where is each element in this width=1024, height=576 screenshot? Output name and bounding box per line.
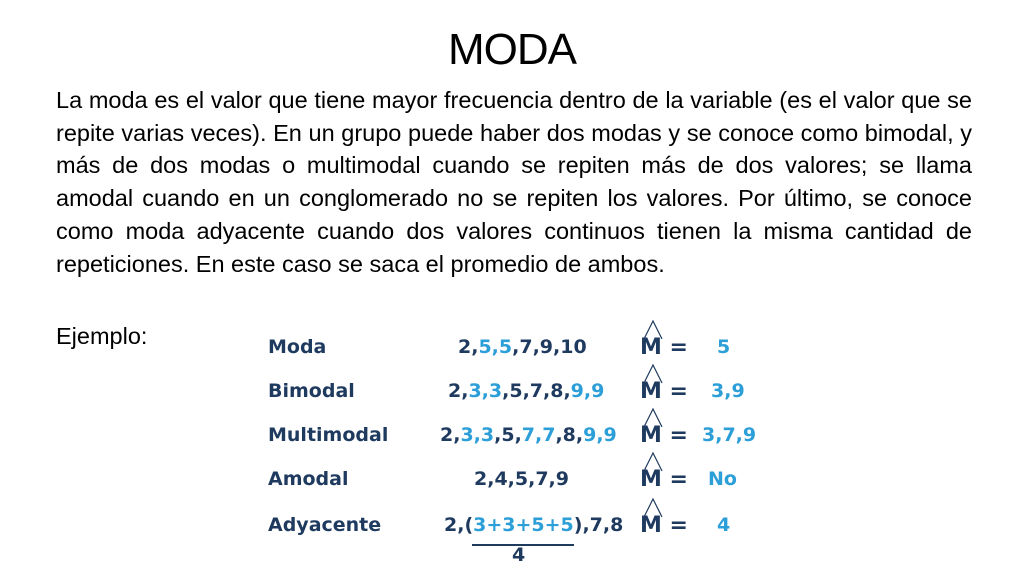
value-part: ,7,9,10 — [512, 336, 587, 358]
value-part-highlight: 3,3 — [468, 380, 503, 402]
value-part: 2, — [440, 424, 461, 446]
row-result: 4 — [717, 514, 731, 536]
value-part: 2, — [448, 380, 469, 402]
definition-paragraph: La moda es el valor que tiene mayor frecuencia dentro de la variable (es el valor que se repite varias veces). En un grupo puede haber dos modas y se conoce como bimodal, y más de dos modas o multimodal cuando se repiten más de dos valores; se llama amodal cuando en un conglomerado no se repiten los valores. Por último, se conoce como moda adyacente cuando dos valores continuos tienen la misma cantidad de repeticiones. En este caso se saca el promedio de ambos. — [56, 87, 972, 277]
value-part: 2, — [458, 336, 479, 358]
example-table — [262, 318, 782, 576]
mode-symbol-text: M = — [640, 513, 688, 538]
value-part: 2,4,5,7,9 — [474, 468, 569, 490]
example-label: Ejemplo: — [56, 323, 148, 349]
table-row — [262, 408, 782, 452]
mode-symbol-text: M = — [640, 379, 688, 404]
value-part-highlight: 9,9 — [583, 424, 617, 446]
row-name: Bimodal — [268, 380, 355, 402]
mode-symbol — [638, 498, 696, 542]
value-part-highlight: 7,7 — [521, 424, 556, 446]
fraction-denominator: 4 — [512, 544, 526, 566]
row-result: 3,7,9 — [702, 424, 757, 446]
row-name: Moda — [268, 336, 327, 358]
mode-symbol — [638, 364, 696, 408]
mode-symbol-text: M = — [640, 467, 688, 492]
table-row — [262, 364, 782, 408]
mode-symbol — [638, 408, 696, 452]
row-values — [474, 468, 569, 490]
value-part: ,5,7,8, — [502, 380, 571, 402]
value-part-highlight: 5,5 — [478, 336, 513, 358]
row-result: No — [708, 468, 737, 490]
row-name: Multimodal — [268, 424, 389, 446]
value-part: 2,( — [444, 514, 474, 536]
slide-title: MODA — [448, 25, 576, 74]
value-part-highlight: 9,9 — [570, 380, 605, 402]
row-result: 3,9 — [711, 380, 745, 402]
mode-symbol-text: M = — [640, 423, 688, 448]
value-part-highlight: 3+3+5+5 — [473, 514, 574, 536]
value-part-highlight: 3,3 — [460, 424, 495, 446]
table-row — [262, 498, 782, 542]
mode-symbol-text: M = — [640, 335, 688, 360]
table-row — [262, 320, 782, 364]
value-part: ,8, — [555, 424, 584, 446]
row-values — [440, 424, 617, 446]
row-result: 5 — [717, 336, 731, 358]
mode-symbol — [638, 320, 696, 364]
value-part: ),7,8 — [573, 514, 624, 536]
row-values — [458, 336, 587, 358]
row-name: Amodal — [268, 468, 349, 490]
row-values — [444, 514, 623, 536]
row-name: Adyacente — [268, 514, 382, 536]
mode-symbol — [638, 452, 696, 496]
row-values — [448, 380, 604, 402]
value-part: ,5, — [494, 424, 522, 446]
table-row — [262, 452, 782, 496]
